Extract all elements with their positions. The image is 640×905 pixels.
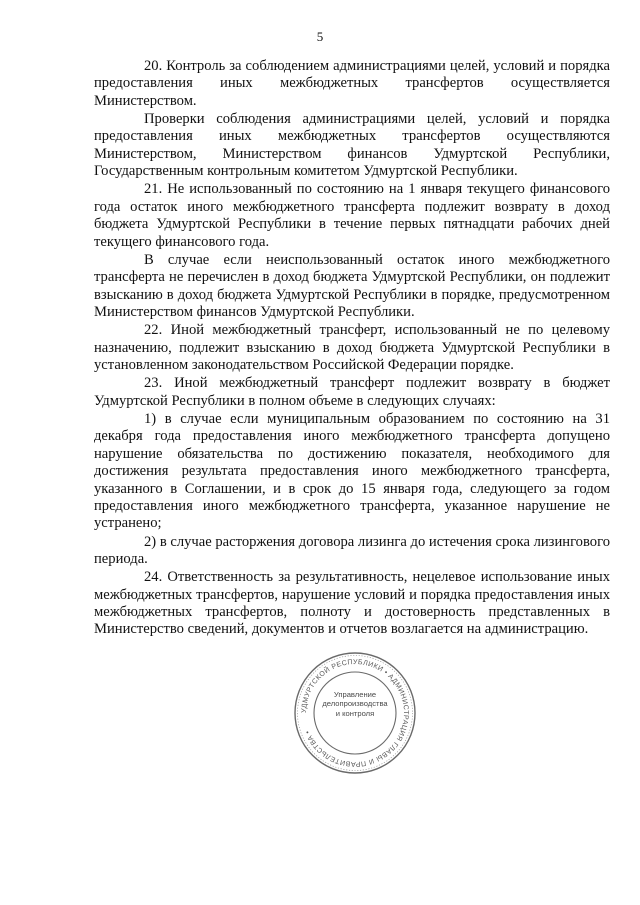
page-number: 5 (316, 29, 324, 44)
paragraph-23: 23. Иной межбюджетный трансферт подлежит возврату в бюджет Удмуртской Республики в полном объеме в следующих случаях: (94, 375, 610, 409)
paragraph-20: 20. Контроль за соблюдением администрациями целей, условий и порядка предоставления иных межбюджетных трансфертов осуществляется Министерством. (94, 58, 610, 109)
paragraph-21-recovery: В случае если неиспользованный остаток иного межбюджетного трансферта не перечислен в доход бюджета Удмуртской Республики, он подлежит взысканию в доход бюджета Удмуртской Республики в порядке, предусмотренном Министерством финансов Удмуртской Республики. (94, 251, 610, 321)
seal-center-text (308, 690, 402, 718)
seal-center-line: делопроизводства (322, 699, 388, 709)
paragraph-23-case-1: 1) в случае если муниципальным образованием по состоянию на 31 декабря года предоставления иного межбюджетного трансферта допущено нарушение обязательства по достижению показателя, необходимого для достижения результата предоставления иного межбюджетного трансферта, указанного в Соглашении, и в срок до 15 января года, следующего за годом предоставления иного межбюджетного трансферта, указанное нарушение не устранено; (94, 410, 610, 532)
paragraph-23-case-2: 2) в случае расторжения договора лизинга до истечения срока лизингового периода. (94, 533, 610, 567)
document-body (94, 58, 610, 640)
paragraph-22: 22. Иной межбюджетный трансферт, использованный не по целевому назначению, подлежит взысканию в доход бюджета Удмуртской Республики в установленном законодательством Российской Федерации порядке. (94, 322, 610, 374)
paragraph-24: 24. Ответственность за результативность, нецелевое использование иных межбюджетных трансфертов, нарушение условий и порядка предоставления иных межбюджетных трансфертов, полноту и достоверность представленных в Министерство сведений, документов и отчетов возлагается на администрацию. (94, 569, 610, 638)
seal-center-line: Управление (333, 690, 377, 699)
paragraph-20-checks: Проверки соблюдения администрациями целей, условий и порядка предоставления иных межбюджетных трансфертов осуществляются Министерством, Министерством финансов Удмуртской Республики, Государственным контрольным комитетом Удмуртской Республики. (94, 111, 610, 180)
seal-center-line: и контроля (335, 708, 375, 718)
seal-ring-text: УДМУРТСКОЙ РЕСПУБЛИКИ • АДМИНИСТРАЦИЯ ГЛАВЫ И ПРАВИТЕЛЬСТВА • (300, 658, 410, 768)
office-seal (292, 650, 418, 776)
paragraph-21: 21. Не использованный по состоянию на 1 января текущего финансового года остаток иного межбюджетного трансферта подлежит возврату в доход бюджета Удмуртской Республики в течение первых пятнадцати рабочих дней текущего финансового года. (94, 181, 610, 250)
